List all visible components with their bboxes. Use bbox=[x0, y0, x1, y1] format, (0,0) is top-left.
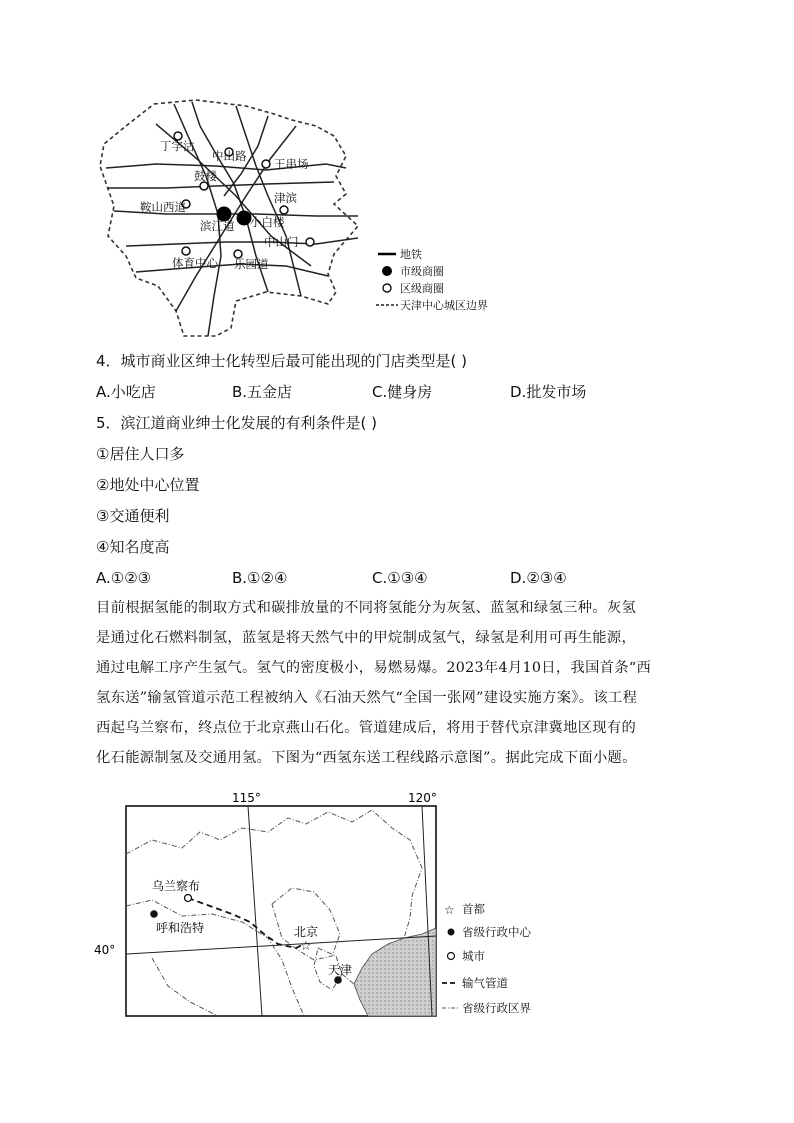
q5-option-c[interactable]: C.①③④ bbox=[372, 569, 428, 587]
label-tiyuzhongxin: 体育中心 bbox=[172, 256, 218, 270]
map2-legend bbox=[442, 902, 531, 1015]
tianjin-commerce-map bbox=[96, 96, 506, 344]
passage-line: 是通过化石燃料制氢，蓝氢是将天然气中的甲烷制成氢气，绿氢是利用可再生能源， bbox=[96, 630, 637, 646]
legend-district-level: 区级商圈 bbox=[400, 282, 444, 295]
label-wangchuanchang: 王串场 bbox=[274, 157, 309, 171]
label-xiaobailou: 小白楼 bbox=[250, 215, 285, 229]
label-wulanchabu: 乌兰察布 bbox=[152, 879, 201, 893]
zhongshanmen-marker bbox=[306, 238, 314, 246]
legend-capital: 首都 bbox=[462, 902, 485, 916]
passage bbox=[96, 593, 716, 773]
huhehaote-marker bbox=[150, 910, 158, 918]
label-zhongshanmen: 中山门 bbox=[264, 235, 299, 249]
q5-item-3: ③交通便利 bbox=[96, 507, 170, 525]
q5-item-1: ①居住人口多 bbox=[96, 445, 185, 463]
q4-stem: 4．城市商业区绅士化转型后最可能出现的门店类型是( ) bbox=[96, 352, 468, 370]
lat-40: 40° bbox=[94, 943, 116, 957]
q5-item-4: ④知名度高 bbox=[96, 538, 170, 556]
label-beijing: 北京 bbox=[294, 925, 319, 939]
label-jinbin: 津滨 bbox=[274, 191, 297, 205]
wulanchabu-marker bbox=[185, 895, 192, 902]
q5-item-2: ②地处中心位置 bbox=[96, 476, 200, 494]
legend-boundary: 省级行政区界 bbox=[462, 1001, 531, 1015]
legend-subway: 地铁 bbox=[400, 248, 422, 261]
legend-city-level: 市级商圈 bbox=[400, 265, 444, 278]
label-huhehaote: 呼和浩特 bbox=[156, 921, 205, 935]
passage-line: 西起乌兰察布，终点位于北京燕山石化。管道建成后，将用于替代京津冀地区现有的 bbox=[96, 720, 637, 736]
label-tianjin: 天津 bbox=[328, 963, 353, 977]
label-leyuandao: 乐园道 bbox=[234, 257, 269, 271]
q4-option-b[interactable]: B.五金店 bbox=[232, 383, 293, 401]
beijing-marker: ☆ bbox=[300, 939, 312, 954]
label-anshanxidao: 鞍山西道 bbox=[140, 200, 186, 214]
label-zhongshanlu: 中山路 bbox=[212, 149, 247, 163]
lon-115: 115° bbox=[232, 791, 261, 805]
passage-line: 化石能源制氢及交通用氢。下图为“西氢东送工程线路示意图”。据此完成下面小题。 bbox=[96, 750, 637, 766]
q5-option-d[interactable]: D.②③④ bbox=[510, 569, 567, 587]
svg-text:☆: ☆ bbox=[444, 903, 455, 917]
hydrogen-pipeline-map bbox=[92, 788, 562, 1024]
q5-option-b[interactable]: B.①②④ bbox=[232, 569, 288, 587]
label-gulou: 鼓楼 bbox=[194, 169, 217, 183]
label-dingzigu: 丁字沽 bbox=[160, 139, 195, 153]
passage-line: 通过电解工序产生氢气。氢气的密度极小，易燃易爆。2023年4月10日，我国首条“西 bbox=[96, 660, 652, 676]
q4-option-a[interactable]: A.小吃店 bbox=[96, 383, 156, 401]
legend-provincial: 省级行政中心 bbox=[462, 925, 531, 939]
legend-city: 城市 bbox=[462, 949, 485, 963]
legend-pipeline: 输气管道 bbox=[462, 976, 508, 990]
passage-line: 氢东送”输氢管道示范工程被纳入《石油天然气“全国一张网”建设实施方案》。该工程 bbox=[96, 690, 638, 706]
legend-boundary: 天津中心城区边界 bbox=[400, 299, 488, 312]
q5-option-a[interactable]: A.①②③ bbox=[96, 569, 152, 587]
wangchuanchang-marker bbox=[262, 160, 270, 168]
map1-legend bbox=[376, 247, 488, 312]
q5-stem: 5．滨江道商业绅士化发展的有利条件是( ) bbox=[96, 414, 378, 432]
tianjin-marker bbox=[334, 976, 342, 984]
tiyuzhongxin-marker bbox=[182, 247, 190, 255]
q4-option-c[interactable]: C.健身房 bbox=[372, 383, 433, 401]
lon-120: 120° bbox=[408, 791, 437, 805]
jinbin-marker bbox=[280, 206, 288, 214]
q4-option-d[interactable]: D.批发市场 bbox=[510, 383, 587, 401]
label-binjiangdao: 滨江道 bbox=[200, 219, 235, 233]
gulou-marker bbox=[200, 182, 208, 190]
passage-line: 目前根据氢能的制取方式和碳排放量的不同将氢能分为灰氢、蓝氢和绿氢三种。灰氢 bbox=[96, 600, 637, 616]
